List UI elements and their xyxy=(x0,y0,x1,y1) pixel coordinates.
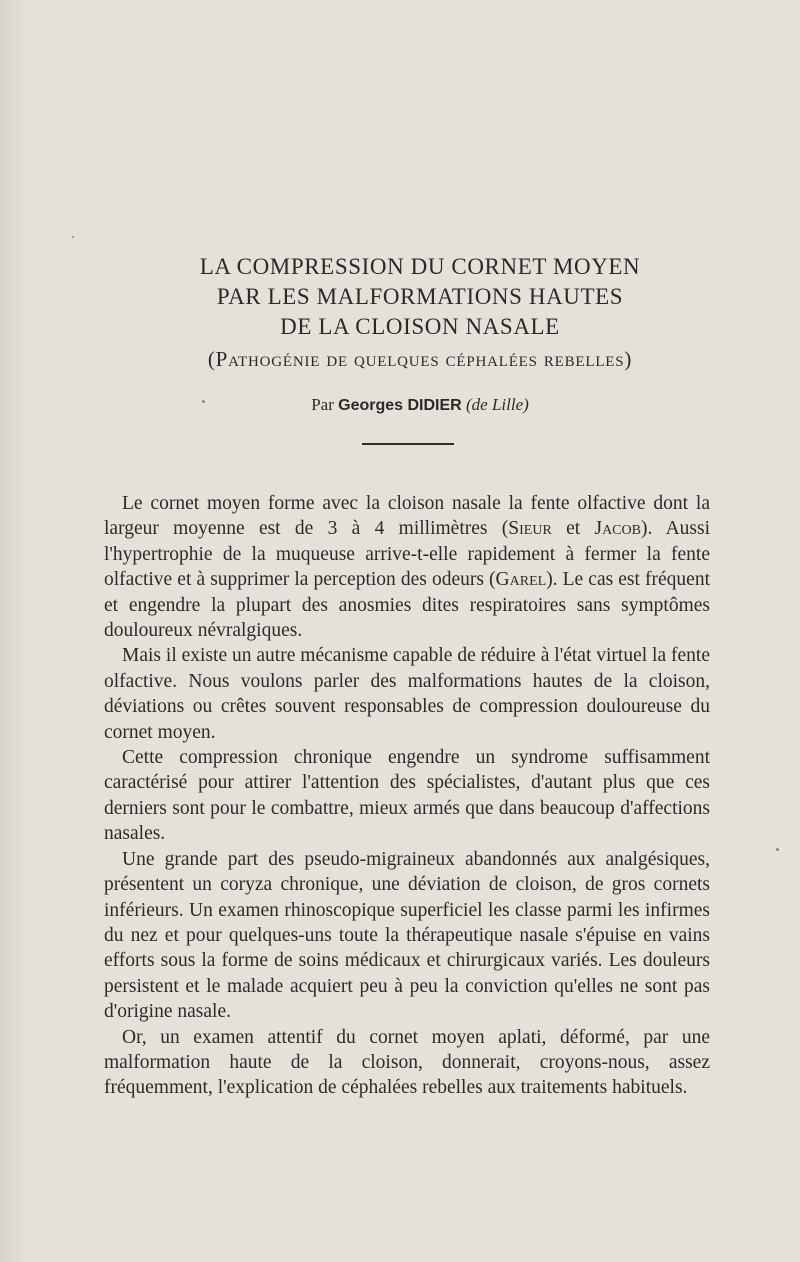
title-block xyxy=(0,252,800,417)
article-body xyxy=(104,491,710,1101)
page-binding-edge xyxy=(0,0,26,1262)
cited-author-sieur: Sieur xyxy=(508,518,552,540)
paragraph-4: Une grande part des pseudo-migraineux abandonnés aux analgésiques, présentent un coryza chronique, une déviation de cloison, de gros cornets inférieurs. Un examen rhinoscopique superficiel les classe parmi les infirmes du nez et pour quelques-uns toute la thérapeutique nasale s'épuise en vains efforts sous la forme de soins médicaux et chirurgicaux variés. Les douleurs persistent et le malade acquiert peu à peu la conviction qu'elles ne sont pas d'origine nasale. xyxy=(104,848,710,1023)
p1-text-g: ). Le cas est fréquent et engendre la plupart des anosmies dites respiratoires sans symptômes douloureux névralgiques. xyxy=(104,569,710,642)
paragraph-5: Or, un examen attentif du cornet moyen aplati, déformé, par une malformation haute de la cloison, donnerait, croyons-nous, assez fréquemment, l'explication de céphalées rebelles aux traitements habituels. xyxy=(104,1026,710,1099)
paper-speck xyxy=(776,848,779,851)
title-line-2: PAR LES MALFORMATIONS HAUTES xyxy=(216,284,624,309)
p1-text-a: Le cornet moyen forme avec la cloison nasale la fente olfactive dont la largeur moyenne est de 3 à 4 millimètres ( xyxy=(104,493,710,540)
paragraph-3: Cette compression chronique engendre un syndrome suffisamment caractérisé pour attirer l'attention des spécialistes, d'autant plus que ces derniers sont pour le combattre, mieux armés que dans beaucoup d'affections nasales. xyxy=(104,747,710,845)
cited-author-jacob: Jacob xyxy=(594,518,641,540)
author-place: (de Lille) xyxy=(465,395,529,414)
title-separator-rule xyxy=(362,443,454,445)
cited-author-garel: Garel xyxy=(495,569,547,591)
byline-prefix: Par xyxy=(311,395,334,414)
byline xyxy=(0,394,800,417)
title-line-1: LA COMPRESSION DU CORNET MOYEN xyxy=(199,254,641,279)
paragraph-1 xyxy=(104,491,710,643)
p1-text-c: et xyxy=(551,518,595,540)
paragraph-2: Mais il existe un autre mécanisme capable de réduire à l'état virtuel la fente olfactive. Nous voulons parler des malformations hautes de la cloison, déviations ou crêtes souvent responsables de compression douloureuse du cornet moyen. xyxy=(104,645,710,743)
subtitle: (Pathogénie de quelques céphalées rebelles) xyxy=(207,347,633,371)
author-name: Georges DIDIER xyxy=(338,397,462,414)
paper-speck xyxy=(202,400,205,403)
p1-text-e: ). Aussi l'hypertrophie de la muqueuse arrive-t-elle rapidement à fermer la fente olfactive et à supprimer la perception des odeurs ( xyxy=(104,518,711,591)
paper-speck xyxy=(72,236,74,238)
title-line-3: DE LA CLOISON NASALE xyxy=(280,314,560,339)
